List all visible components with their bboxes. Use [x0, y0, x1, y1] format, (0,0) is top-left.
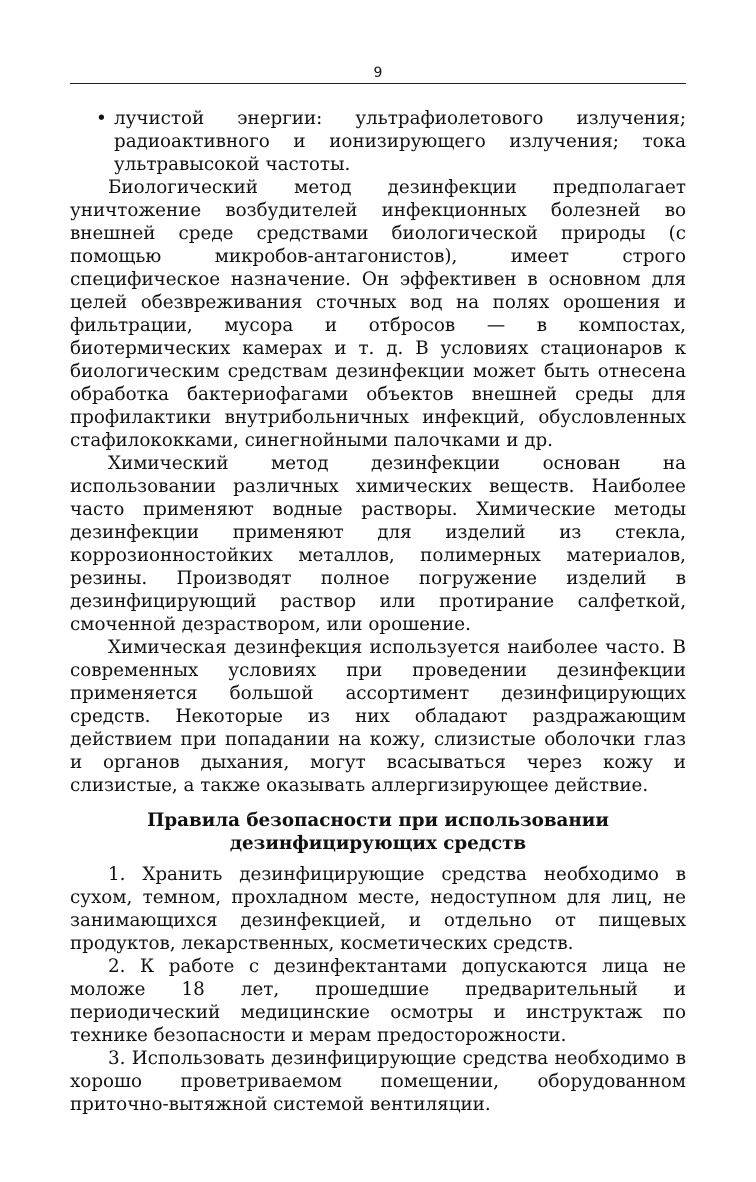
rule-item-1: 1. Хранить дезинфицирующие средства необходимо в сухом, темном, прохладном месте, недоступном для лиц, не занимающихся дезинфекцией, и отдельно от пищевых продуктов, лекарственных, косметических средств.	[70, 864, 686, 954]
bullet-text: лучистой энергии: ультрафиолетового излучения; радиоактивного и ионизирующего излучения; тока ультравысокой частоты.	[114, 108, 686, 175]
section-heading-line-2: дезинфицирующих средств	[229, 833, 527, 854]
header-rule	[70, 83, 686, 84]
paragraph-chemical-method: Химический метод дезинфекции основан на использовании различных химических веществ. Наиболее часто применяют водные растворы. Химические методы дезинфекции применяют для изделий из стекла, коррозионностойких металлов, полимерных материалов, резины. Производят полное погружение изделий в дезинфицирующий раствор или протирание салфеткой, смоченной дезраствором, или орошение.	[70, 453, 686, 635]
paragraph-biological-method: Биологический метод дезинфекции предполагает уничтожение возбудителей инфекционных болезней во внешней среде средствами биологической природы (с помощью микробов-антагонистов), имеет строго специфическое назначение. Он эффективен в основном для целей обезвреживания сточных вод на полях орошения и фильтрации, мусора и отбросов — в компостах, биотермических камерах и т. д. В условиях стационаров к биологическим средствам дезинфекции может быть отнесена обработка бактериофагами объектов внешней среды для профилактики внутрибольничных инфекций, обусловленных стафилококками, синегнойными палочками и др.	[70, 177, 686, 451]
section-heading	[70, 809, 686, 855]
bullet-icon: •	[96, 108, 107, 129]
rule-item-3: 3. Использовать дезинфицирующие средства необходимо в хорошо проветриваемом помещении, оборудованном приточно-вытяжной системой вентиляции.	[70, 1048, 686, 1115]
bullet-list-item	[70, 107, 686, 176]
page-content	[70, 107, 686, 1116]
paragraph-chemical-disinfection: Химическая дезинфекция используется наиболее часто. В современных условиях при проведении дезинфекции применяется большой ассортимент дезинфицирующих средств. Некоторые из них обладают раздражающим действием при попадании на кожу, слизистые оболочки глаз и органов дыхания, могут всасываться через кожу и слизистые, а также оказывать аллергизирующее действие.	[70, 637, 686, 796]
section-heading-line-1: Правила безопасности при использовании	[147, 810, 609, 831]
book-page	[70, 0, 686, 1116]
rule-item-2: 2. К работе с дезинфектантами допускаются лица не моложе 18 лет, прошедшие предварительный и периодический медицинские осмотры и инструктаж по технике безопасности и мерам предосторожности.	[70, 956, 686, 1046]
page-number: 9	[373, 65, 383, 81]
